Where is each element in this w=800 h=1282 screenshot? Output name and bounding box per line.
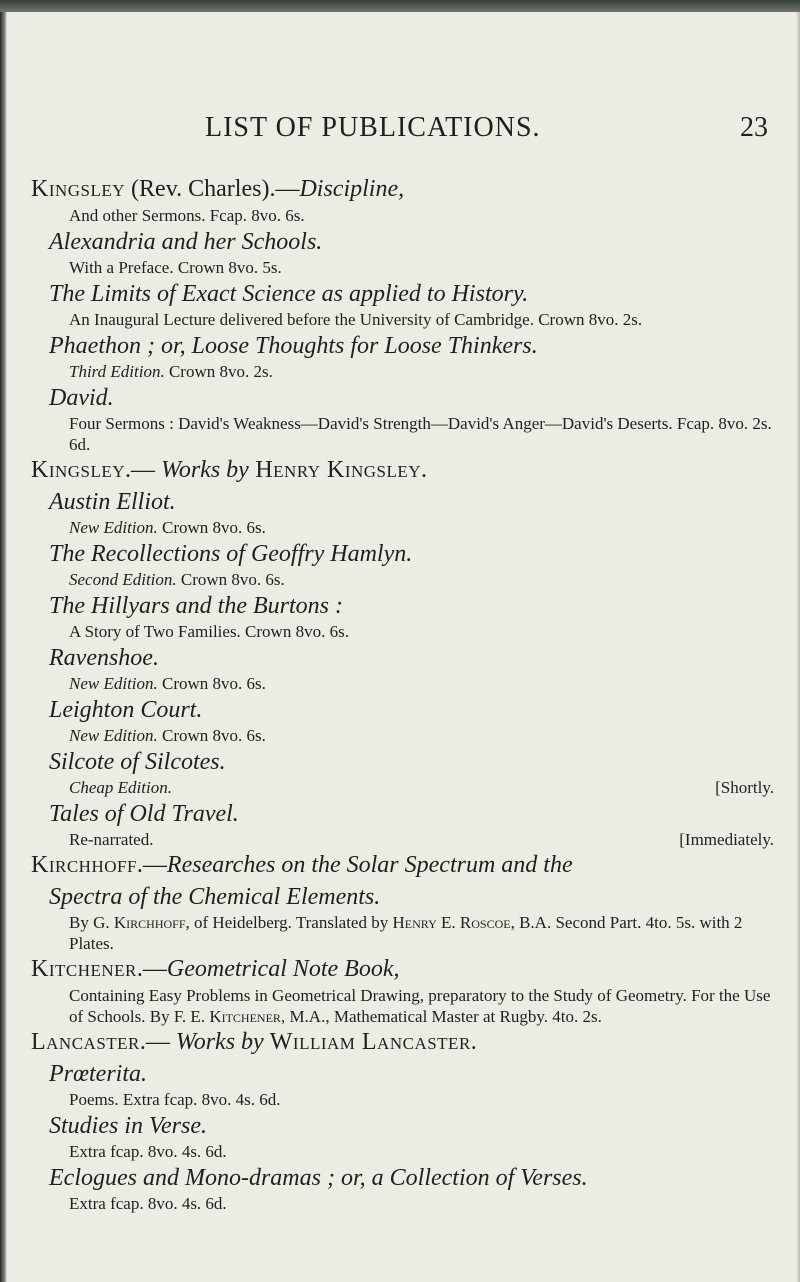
- book-description: [49, 205, 776, 226]
- author-work-title: Works by: [175, 1029, 264, 1055]
- book-title: Tales of Old Travel.: [49, 801, 239, 827]
- book-title: Silcote of Silcotes.: [49, 749, 226, 775]
- author-work-title: Researches on the Solar Spectrum and the: [166, 852, 573, 878]
- book-title: The Recollections of Geoffry Hamlyn.: [49, 541, 413, 567]
- publication-entry: [31, 331, 776, 382]
- detail-text: By G.: [69, 913, 114, 932]
- author-name: Kingsley: [31, 457, 126, 483]
- publication-entry: [31, 487, 776, 538]
- person-name: Kitchener: [209, 1007, 281, 1026]
- detail-text: Poems. Extra fcap. 8vo. 4s. 6d.: [69, 1090, 281, 1109]
- author-heading: [31, 174, 776, 205]
- scan-right-edge: [796, 12, 800, 1282]
- publication-entry: [31, 1059, 776, 1110]
- author-suffix: .—: [125, 457, 162, 483]
- edition-note: Second Edition.: [69, 570, 177, 589]
- detail-text: Crown 8vo. 2s.: [164, 362, 273, 381]
- publication-listing: [31, 174, 776, 1214]
- book-title: Ravenshoe.: [49, 645, 159, 671]
- publication-entry: [31, 227, 776, 278]
- author-name: Kingsley: [31, 176, 126, 202]
- scan-top-edge: [0, 0, 800, 12]
- publication-entry: [31, 882, 776, 954]
- publication-entry: [31, 799, 776, 850]
- page-number: 23: [740, 112, 768, 143]
- author-suffix: (Rev. Charles).—: [125, 176, 300, 202]
- detail-text: With a Preface. Crown 8vo. 5s.: [69, 258, 282, 277]
- description-text: [69, 829, 153, 850]
- detail-text: Containing Easy Problems in Geometrical Drawing, preparatory to the Study of Geometry. For the Use of Schools. By F. E.: [69, 986, 771, 1026]
- publication-entry: [31, 643, 776, 694]
- detail-text: An Inaugural Lecture delivered before the University of Cambridge. Crown 8vo. 2s.: [69, 310, 643, 329]
- detail-text: Extra fcap. 8vo. 4s. 6d.: [69, 1142, 227, 1161]
- author-suffix: .—: [136, 956, 167, 982]
- book-description: [49, 1193, 776, 1214]
- detail-text: , of Heidelberg. Translated by: [185, 913, 393, 932]
- publication-entry: [31, 539, 776, 590]
- author-name: Kitchener: [31, 956, 137, 982]
- availability-note: [Shortly.: [715, 778, 774, 797]
- author-name: Kirchhoff: [31, 852, 137, 878]
- book-title: Leighton Court.: [49, 697, 203, 723]
- book-description: [49, 673, 776, 694]
- edition-note: New Edition.: [69, 518, 158, 537]
- author-work-title: Works by: [161, 457, 249, 483]
- publication-entry: [31, 1111, 776, 1162]
- book-title: Phaethon ; or, Loose Thoughts for Loose Thinkers.: [49, 333, 538, 359]
- edition-note: Third Edition.: [69, 362, 165, 381]
- publication-entry: [31, 1163, 776, 1214]
- author-name: Lancaster: [31, 1029, 140, 1055]
- detail-text: Re-narrated.: [69, 830, 154, 849]
- publication-entry: [31, 205, 776, 226]
- scan-left-edge: [0, 12, 7, 1282]
- author-full-name: Henry Kingsley.: [248, 457, 428, 483]
- book-description: [49, 621, 776, 642]
- detail-text: And other Sermons. Fcap. 8vo.: [69, 206, 286, 225]
- author-heading: [31, 850, 776, 881]
- author-suffix: .—: [136, 852, 167, 878]
- author-work-title: Discipline,: [299, 176, 405, 202]
- book-title: Alexandria and her Schools.: [49, 229, 323, 255]
- availability-note: [Immediately.: [679, 830, 774, 849]
- book-description: [49, 725, 776, 746]
- publication-entry: [31, 985, 776, 1027]
- page-header: [0, 112, 800, 152]
- book-title: David.: [49, 385, 114, 411]
- book-description: [49, 829, 776, 850]
- book-title: Prœterita.: [49, 1061, 148, 1087]
- book-description: [49, 569, 776, 590]
- book-description: [49, 257, 776, 278]
- detail-text: Crown 8vo. 6s.: [176, 570, 285, 589]
- book-title: Studies in Verse.: [49, 1113, 207, 1139]
- description-text: [69, 777, 172, 798]
- edition-note: New Edition.: [69, 726, 158, 745]
- author-suffix: .—: [139, 1029, 176, 1055]
- detail-text: Four Sermons : David's Weakness—David's Strength—David's Anger—David's Deserts. Fcap. 8vo. 2s. 6d.: [69, 414, 772, 454]
- publication-entry: [31, 383, 776, 455]
- book-title: Austin Elliot.: [49, 489, 176, 515]
- detail-text: , M.A., Mathematical Master at Rugby. 4to. 2s.: [280, 1007, 602, 1026]
- book-description: [49, 413, 776, 455]
- author-heading: [31, 455, 776, 486]
- book-description: [49, 777, 776, 798]
- edition-note: Cheap Edition.: [69, 778, 172, 797]
- person-name: Kirchhoff: [113, 913, 186, 932]
- author-work-title: Geometrical Note Book,: [166, 956, 400, 982]
- detail-text: Extra fcap. 8vo. 4s. 6d.: [69, 1194, 227, 1213]
- detail-text: Crown 8vo. 6s.: [157, 518, 266, 537]
- book-title: Spectra of the Chemical Elements.: [49, 884, 381, 910]
- author-full-name: William Lancaster.: [263, 1029, 478, 1055]
- book-description: [49, 985, 776, 1027]
- book-description: [49, 361, 776, 382]
- book-description: [49, 1141, 776, 1162]
- person-name: Henry E. Roscoe: [392, 913, 511, 932]
- author-heading: [31, 954, 776, 985]
- book-title: Eclogues and Mono-dramas ; or, a Collection of Verses.: [49, 1165, 588, 1191]
- edition-note: New Edition.: [69, 674, 158, 693]
- book-description: [49, 912, 776, 954]
- book-title: The Hillyars and the Burtons :: [49, 593, 343, 619]
- running-title: LIST OF PUBLICATIONS.: [205, 112, 541, 143]
- book-title: The Limits of Exact Science as applied to History.: [49, 281, 529, 307]
- publication-entry: [31, 591, 776, 642]
- publication-entry: [31, 747, 776, 798]
- book-description: [49, 1089, 776, 1110]
- detail-text: A Story of Two Families. Crown 8vo. 6s.: [69, 622, 349, 641]
- book-description: [49, 517, 776, 538]
- publication-entry: [31, 279, 776, 330]
- detail-text: , B.A. Second Part. 4to. 5s. with 2 Plates.: [69, 913, 743, 953]
- author-heading: [31, 1027, 776, 1058]
- publication-entry: [31, 695, 776, 746]
- book-description: [49, 309, 776, 330]
- detail-text: Crown 8vo. 6s.: [157, 726, 266, 745]
- detail-text: 6s.: [285, 206, 305, 225]
- detail-text: Crown 8vo. 6s.: [157, 674, 266, 693]
